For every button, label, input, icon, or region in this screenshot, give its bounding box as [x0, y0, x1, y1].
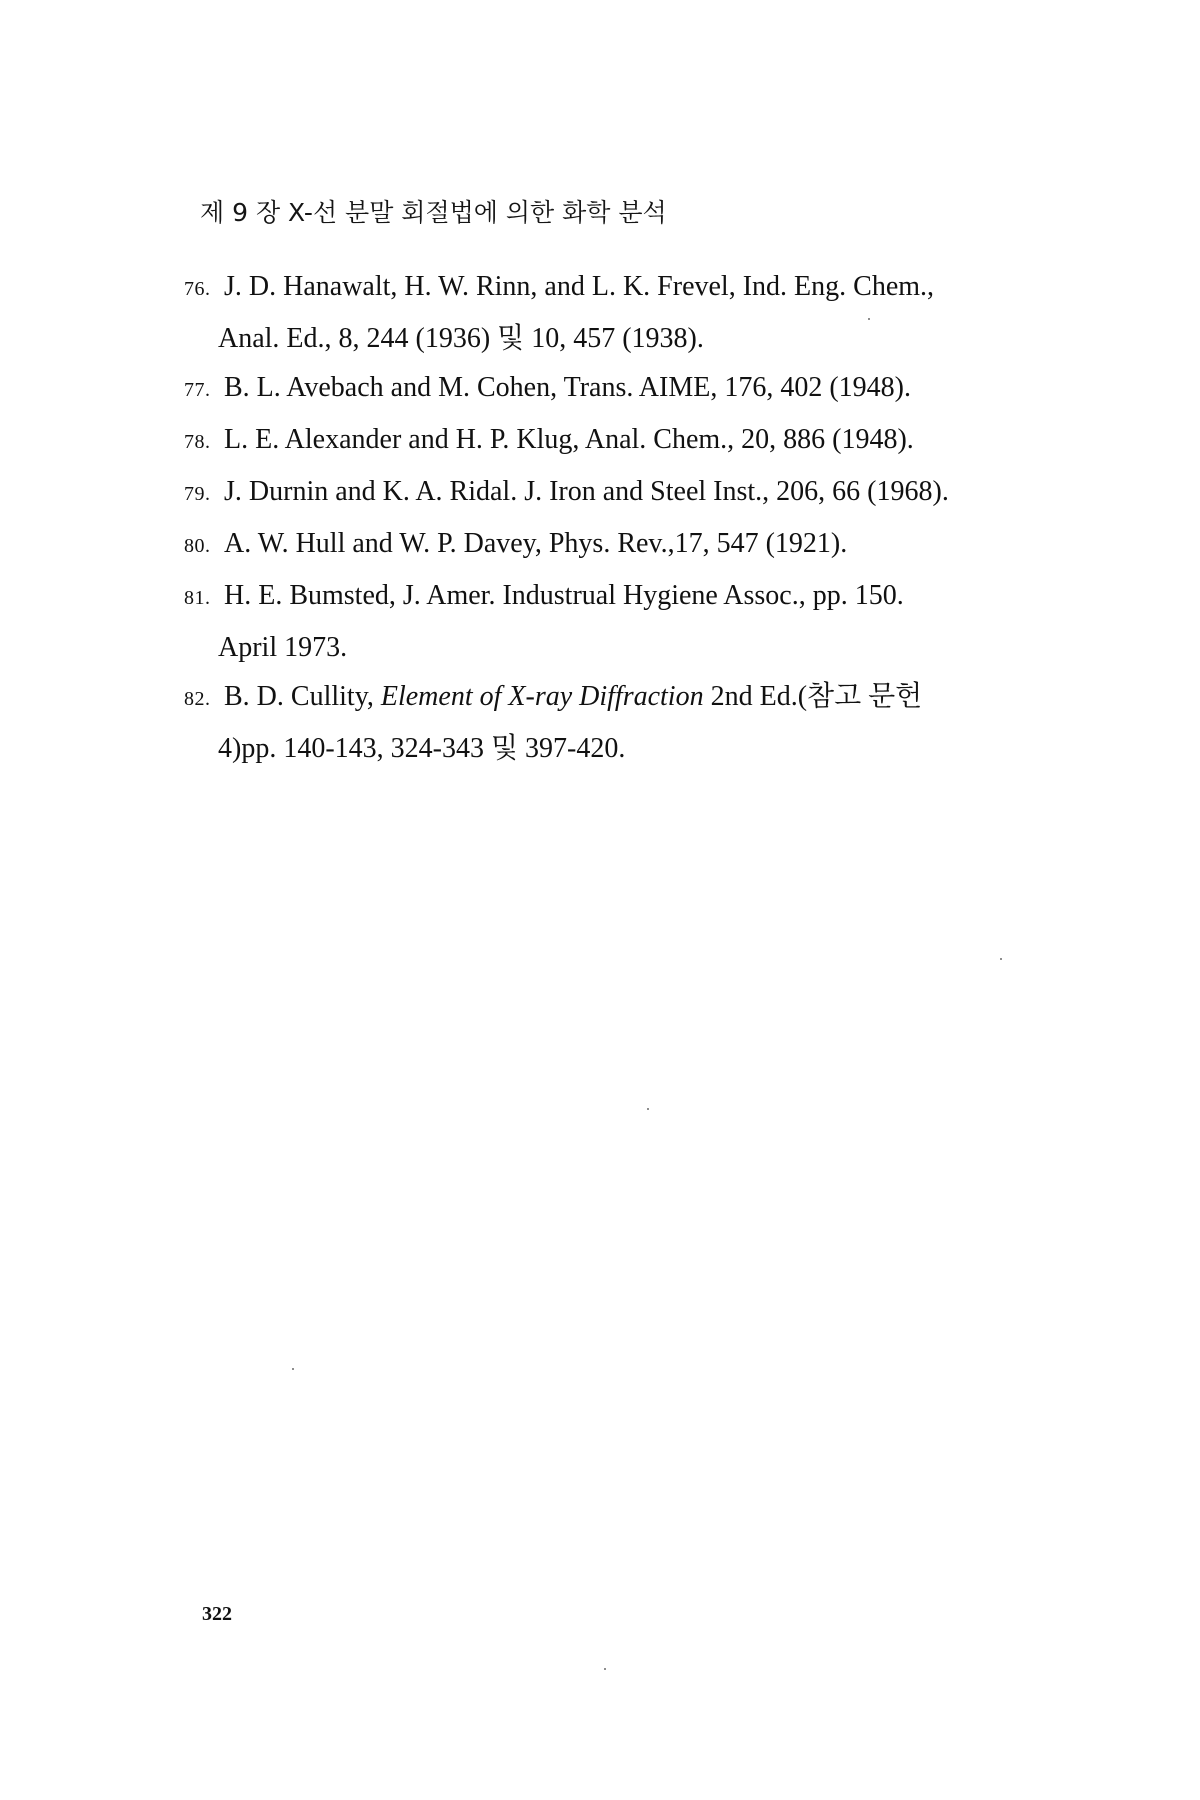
reference-item — [184, 467, 1024, 519]
reference-text: April 1973. — [218, 632, 348, 663]
reference-item — [184, 672, 1024, 724]
reference-text-prefix: B. D. Cullity, — [224, 681, 381, 712]
reference-text: 4)pp. 140-143, 324-343 및 397-420. — [218, 733, 626, 764]
reference-text: Anal. Ed., 8, 244 (1936) 및 10, 457 (1938). — [218, 323, 704, 354]
scan-speck — [647, 1108, 649, 1110]
reference-number: 77. — [184, 379, 211, 401]
reference-text: J. D. Hanawalt, H. W. Rinn, and L. K. Frevel, Ind. Eng. Chem., — [224, 271, 935, 302]
reference-text: H. E. Bumsted, J. Amer. Industrual Hygiene Assoc., pp. 150. — [224, 580, 904, 611]
reference-number: 82. — [184, 688, 211, 710]
reference-number: 79. — [184, 483, 211, 505]
reference-continuation — [184, 724, 1024, 773]
reference-item — [184, 262, 1024, 314]
reference-number: 76. — [184, 278, 211, 300]
reference-text: B. L. Avebach and M. Cohen, Trans. AIME, 176, 402 (1948). — [224, 372, 911, 403]
reference-item — [184, 571, 1024, 623]
reference-text-suffix: 2nd Ed.(참고 문헌 — [703, 681, 923, 712]
book-title: Element of X-ray Diffraction — [380, 681, 704, 712]
reference-continuation — [184, 314, 1024, 363]
reference-continuation — [184, 623, 1024, 672]
reference-list — [184, 262, 1024, 773]
reference-text: A. W. Hull and W. P. Davey, Phys. Rev.,17, 547 (1921). — [224, 528, 848, 559]
reference-item — [184, 519, 1024, 571]
scan-speck — [604, 1668, 606, 1670]
reference-item — [184, 363, 1024, 415]
scan-speck — [292, 1368, 294, 1370]
reference-number: 80. — [184, 535, 211, 557]
scan-speck — [868, 318, 870, 320]
reference-number: 81. — [184, 587, 211, 609]
scan-speck — [1000, 958, 1002, 960]
reference-item — [184, 415, 1024, 467]
reference-text: L. E. Alexander and H. P. Klug, Anal. Chem., 20, 886 (1948). — [224, 424, 914, 455]
reference-text: J. Durnin and K. A. Ridal. J. Iron and Steel Inst., 206, 66 (1968). — [224, 476, 949, 507]
page-number: 322 — [202, 1603, 232, 1625]
reference-number: 78. — [184, 431, 211, 453]
chapter-header: 제 9 장 X-선 분말 회절법에 의한 화학 분석 — [200, 198, 667, 227]
